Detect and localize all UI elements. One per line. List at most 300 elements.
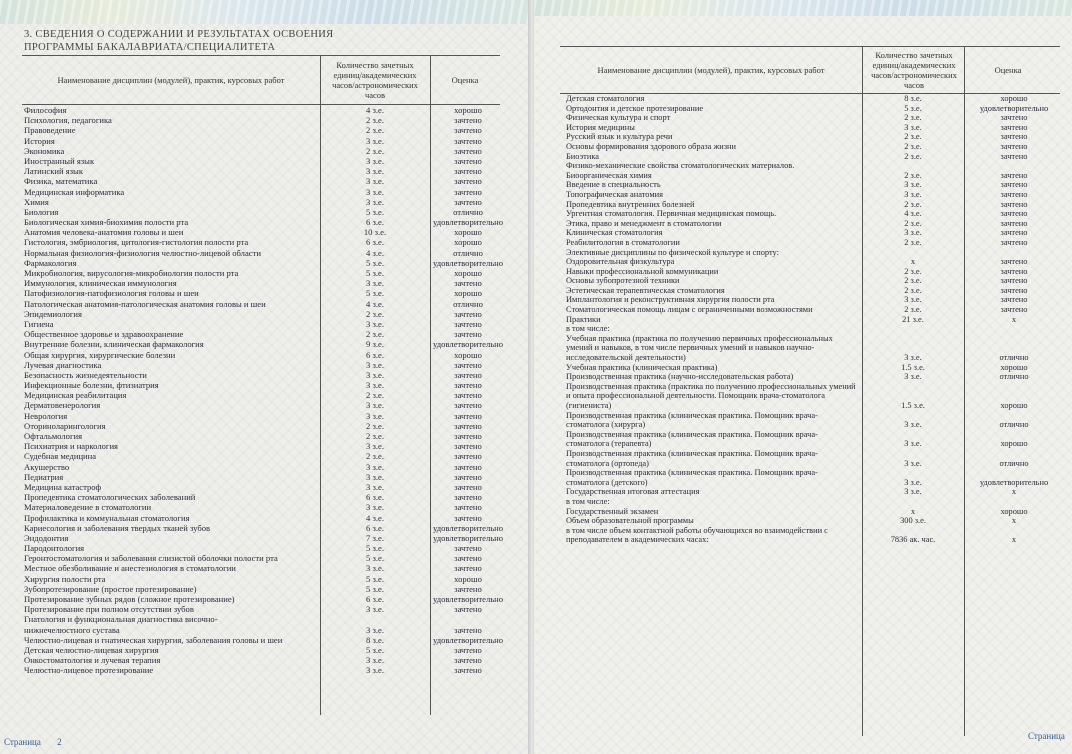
table-row	[566, 324, 1066, 334]
discipline-name: Неврология	[24, 410, 68, 421]
credits-value: x	[910, 506, 916, 516]
credits-value: 3 з.е.	[366, 624, 384, 635]
grade-value: зачтено	[454, 186, 482, 197]
discipline-name: Патофизиология-патофизиология головы и шеи	[24, 288, 199, 299]
grade-value: зачтено	[454, 196, 482, 207]
table-row	[24, 400, 500, 410]
page-number: 2	[57, 737, 62, 747]
credits-value: 3 з.е.	[366, 400, 384, 411]
discipline-name: Биологическая химия-биохимия полости рта	[24, 217, 189, 228]
table-row	[24, 136, 500, 146]
header-grade: Оценка	[994, 65, 1022, 75]
credits-value: 3 з.е.	[904, 420, 922, 430]
discipline-name: Государственный экзамен	[566, 506, 659, 516]
table-header	[560, 47, 1050, 93]
grade-value: хорошо	[1000, 362, 1028, 372]
grade-value: зачтено	[454, 125, 482, 136]
grade-value: зачтено	[1000, 122, 1028, 132]
grade-value: зачтено	[454, 624, 482, 635]
grade-value: хорошо	[1000, 506, 1028, 516]
table-row	[24, 339, 504, 350]
credits-value: 3 з.е.	[904, 228, 922, 238]
discipline-name: Производственная практика (клиническая практика. Помощник врача-стоматолога (детского)	[566, 468, 818, 487]
grade-value: хорошо	[454, 227, 482, 238]
grade-value: зачтено	[1000, 141, 1028, 151]
table-row	[24, 543, 500, 553]
table-row	[24, 421, 500, 431]
right-page	[534, 0, 1072, 754]
table-row	[566, 363, 1066, 373]
discipline-name: Философия	[24, 105, 67, 115]
table-row	[24, 176, 500, 186]
discipline-name: Химия	[24, 196, 49, 207]
table-row	[24, 257, 504, 268]
grade-value: отлично	[999, 372, 1029, 382]
grade-value: зачтено	[454, 563, 482, 574]
discipline-name: Оториноларингология	[24, 420, 106, 431]
grade-value: зачтено	[1000, 266, 1028, 276]
table-row	[566, 334, 1066, 363]
discipline-name: Топографическая анатомия	[566, 189, 663, 199]
discipline-name: Производственная практика (практика по получению профессиональных умений и опыта профессиональной деятельности. Помощник врача-стоматолога (гигиениста)	[566, 381, 856, 410]
table-row	[566, 94, 1066, 104]
discipline-name: Имплантология и реконструктивная хирургия полости рта	[566, 295, 775, 305]
table-row	[24, 553, 500, 563]
credits-value: 3 з.е.	[904, 122, 922, 132]
discipline-name: Биология	[24, 206, 59, 217]
credits-value: 5 з.е.	[366, 644, 384, 655]
table-row	[566, 132, 1066, 142]
discipline-name: Гистология, эмбриология, цитология-гистология полости рта	[24, 237, 249, 248]
grade-value: зачтено	[1000, 218, 1028, 228]
credits-value: 6 з.е.	[366, 217, 384, 228]
credits-value: 300 з.е.	[900, 516, 926, 526]
grade-value: отлично	[999, 458, 1029, 468]
credits-value: 6 з.е.	[366, 594, 384, 604]
grade-value: зачтено	[1000, 295, 1028, 305]
table-row	[24, 451, 500, 461]
header-grade: Оценка	[451, 75, 479, 85]
grade-value: зачтено	[1000, 170, 1028, 180]
discipline-name: Ургентная стоматология. Первичная медицинская помощь.	[566, 209, 777, 219]
table-row	[24, 299, 500, 309]
table-row	[566, 238, 1066, 248]
header-name: Наименование дисциплин (модулей), практик, курсовых работ	[597, 65, 825, 75]
credits-value: 5 з.е.	[366, 583, 384, 594]
credits-value: 5 з.е.	[366, 288, 384, 299]
table-row	[24, 360, 500, 370]
table-row	[24, 563, 500, 573]
table-row	[566, 295, 1066, 305]
discipline-name: Гигиена	[24, 318, 54, 329]
credits-value: 3 з.е.	[366, 441, 384, 452]
grade-value: отлично	[453, 206, 483, 217]
discipline-name: Челюстно-лицевое протезирование	[24, 665, 154, 676]
table-row	[566, 190, 1066, 200]
discipline-name: Безопасность жизнедеятельности	[24, 369, 147, 380]
grade-value: зачтено	[1000, 237, 1028, 247]
table-row	[566, 315, 1066, 325]
discipline-name: в том числе:	[566, 496, 610, 506]
grade-value: зачтено	[1000, 180, 1028, 190]
table-row	[566, 171, 1066, 181]
table-row	[566, 219, 1066, 229]
discipline-name: Государственная итоговая аттестация	[566, 487, 700, 497]
grade-value: зачтено	[1000, 189, 1028, 199]
credits-value: 2 з.е.	[366, 451, 384, 462]
table-row	[24, 574, 500, 584]
credits-value: 3 з.е.	[366, 135, 384, 146]
grade-value: x	[1011, 535, 1017, 545]
discipline-name: в том числе объем контактной работы обучающихся во взаимодействии с преподавателем в академических часах:	[566, 525, 828, 545]
credits-value: 5 з.е.	[366, 573, 384, 584]
discipline-name: Медицинская информатика	[24, 186, 125, 197]
discipline-name: Нормальная физиология-физиология челюстно-лицевой области	[24, 247, 261, 258]
table-row	[24, 665, 500, 675]
grade-value: хорошо	[1000, 94, 1028, 103]
discipline-name: Экономика	[24, 145, 65, 156]
table-row	[566, 305, 1066, 315]
table-row	[24, 655, 500, 665]
credits-value: 2 з.е.	[366, 390, 384, 401]
credits-value: 4 з.е.	[904, 209, 922, 219]
grade-value: зачтено	[454, 318, 482, 329]
grade-value: хорошо	[454, 349, 482, 360]
discipline-name: Клиническая стоматология	[566, 228, 663, 238]
credits-value: 2 з.е.	[904, 132, 922, 142]
grade-value: хорошо	[454, 288, 482, 299]
grade-value: зачтено	[454, 369, 482, 380]
discipline-name: Латинский язык	[24, 166, 84, 177]
credits-value: 6 з.е.	[366, 349, 384, 360]
grade-value: зачтено	[1000, 276, 1028, 286]
section-title: 3. СВЕДЕНИЯ О СОДЕРЖАНИИ И РЕЗУЛЬТАТАХ ОСВОЕНИЯ ПРОГРАММЫ БАКАЛАВРИАТА/СПЕЦИАЛИТЕТА	[24, 29, 334, 53]
table-row	[24, 614, 500, 624]
discipline-name: История	[24, 135, 55, 146]
discipline-name: Психология, педагогика	[24, 115, 112, 126]
grade-value: зачтено	[454, 512, 482, 523]
table-row	[24, 645, 500, 655]
table-row	[566, 468, 1066, 487]
left-table-body	[24, 105, 504, 676]
discipline-name: Микробиология, вирусология-микробиология полости рта	[24, 268, 239, 278]
table-row	[566, 228, 1066, 238]
discipline-name: Лучевая диагностика	[24, 359, 102, 370]
discipline-name: Пропедевтика стоматологических заболеваний	[24, 492, 196, 503]
discipline-name: Кариесология и заболевания твердых тканей зубов	[24, 522, 211, 533]
discipline-name: Медицинская реабилитация	[24, 390, 127, 401]
credits-value: 5 з.е.	[366, 268, 384, 278]
table-row	[24, 248, 500, 258]
grade-value: удовлетворительно	[432, 634, 504, 645]
header-credits: Количество зачетных единиц/академических часов/астрономических часов	[871, 50, 957, 90]
grade-value: зачтено	[454, 380, 482, 391]
table-row	[566, 267, 1066, 277]
credits-value: 3 з.е.	[904, 439, 922, 449]
credits-value: 5 з.е.	[366, 553, 384, 564]
credits-value: 3 з.е.	[904, 487, 922, 497]
credits-value: 10 з.е.	[363, 227, 387, 238]
grade-value: зачтено	[1000, 257, 1028, 267]
discipline-name: Судебная медицина	[24, 451, 97, 462]
grade-value: зачтено	[454, 329, 482, 340]
credits-value: 2 з.е.	[366, 125, 384, 136]
grade-value: зачтено	[454, 420, 482, 431]
discipline-name: Физическая культура и спорт	[566, 113, 671, 123]
left-page	[0, 0, 532, 754]
discipline-name: Медицина катастроф	[24, 481, 102, 492]
credits-value: 3 з.е.	[366, 563, 384, 574]
discipline-name: Анатомия человека-анатомия головы и шеи	[24, 227, 184, 238]
credits-value: 7 з.е.	[366, 532, 384, 543]
grade-value: зачтено	[1000, 228, 1028, 238]
grade-value: зачтено	[454, 461, 482, 472]
grade-value: хорошо	[1000, 439, 1028, 449]
discipline-name: Эндодонтия	[24, 532, 69, 543]
table-row	[24, 309, 500, 319]
discipline-name: Элективные дисциплины по физической культуре и спорту:	[566, 247, 779, 257]
grade-value: удовлетворительно	[979, 477, 1049, 487]
credits-value: 3 з.е.	[904, 180, 922, 190]
credits-value: 4 з.е.	[366, 247, 384, 258]
credits-value: 2 з.е.	[366, 115, 384, 126]
table-row	[566, 516, 1066, 526]
grade-value: зачтено	[1000, 151, 1028, 161]
grade-value: x	[1011, 314, 1017, 324]
credits-value: x	[910, 257, 916, 267]
credits-value: 3 з.е.	[904, 477, 922, 487]
credits-value: 3 з.е.	[366, 155, 384, 166]
credits-value: 3 з.е.	[366, 410, 384, 421]
discipline-name: Акушерство	[24, 461, 70, 472]
discipline-name: Зубопротезирование (простое протезирование)	[24, 583, 197, 594]
grade-value: зачтено	[454, 441, 482, 452]
credits-value: 5 з.е.	[366, 206, 384, 217]
table-row	[24, 482, 500, 492]
discipline-name: Хирургия полости рта	[24, 573, 106, 584]
table-row	[566, 382, 1066, 411]
discipline-name: Гнатология и функциональная диагностика височно-	[24, 614, 218, 625]
credits-value: 2 з.е.	[904, 266, 922, 276]
discipline-name: Биоэтика	[566, 151, 599, 161]
grade-value: зачтено	[454, 431, 482, 441]
credits-value: 3 з.е.	[904, 372, 922, 382]
table-row	[24, 472, 500, 482]
discipline-name: Практики	[566, 314, 601, 324]
grade-value: зачтено	[454, 410, 482, 421]
grade-value: зачтено	[454, 451, 482, 462]
discipline-name: Пропедевтика внутренних болезней	[566, 199, 695, 209]
credits-value: 2 з.е.	[366, 308, 384, 319]
table-row	[566, 180, 1066, 190]
discipline-name: Учебная практика (практика по получению первичных профессиональных умений и навыков, в том числе первичных умений и навыков научно-исследовательской деятельности)	[566, 333, 833, 363]
discipline-name: Офтальмология	[24, 431, 83, 441]
discipline-name: Общественное здоровье и здравоохранение	[24, 329, 184, 340]
grade-value: x	[1011, 516, 1017, 526]
discipline-name: Правоведение	[24, 125, 76, 136]
discipline-name: Производственная практика (научно-исследовательская работа)	[566, 372, 794, 382]
grade-value: отлично	[453, 298, 483, 309]
discipline-name: Русский язык и культура речи	[566, 132, 673, 142]
discipline-name: Основы зубопротезной техники	[566, 276, 680, 286]
credits-value: 2 з.е.	[904, 276, 922, 286]
table-row	[566, 286, 1066, 296]
grade-value: зачтено	[1000, 199, 1028, 209]
discipline-name: Иностранный язык	[24, 155, 95, 166]
discipline-name: Физико-механические свойства стоматологических материалов.	[566, 161, 795, 171]
decorative-band	[534, 0, 1072, 16]
grade-value: зачтено	[1000, 305, 1028, 315]
table-row	[566, 123, 1066, 133]
credits-value: 21 з.е.	[902, 314, 924, 324]
table-row	[24, 492, 500, 502]
table-row	[24, 146, 500, 156]
table-row	[24, 115, 500, 125]
credits-value: 3 з.е.	[366, 186, 384, 197]
discipline-name: Патологическая анатомия-патологическая анатомия головы и шеи	[24, 298, 266, 309]
credits-value: 3 з.е.	[366, 502, 384, 513]
credits-value: 3 з.е.	[366, 278, 384, 289]
grade-value: удовлетворительно	[432, 257, 504, 268]
grade-value: зачтено	[454, 278, 482, 289]
grade-value: хорошо	[454, 237, 482, 248]
table-row	[24, 380, 500, 390]
page-footer: Страница 2	[4, 737, 62, 747]
discipline-name: Геронтостоматология и заболевания слизистой оболочки полости рта	[24, 553, 278, 564]
table-row	[24, 604, 500, 614]
grade-value: зачтено	[454, 543, 482, 554]
table-row	[566, 257, 1066, 267]
grade-value: зачтено	[454, 553, 482, 564]
credits-value: 2 з.е.	[904, 151, 922, 161]
grade-value: хорошо	[454, 573, 482, 584]
discipline-name: Протезирование при полном отсутствии зубов	[24, 604, 194, 615]
table-row	[24, 462, 500, 472]
table-row	[24, 197, 500, 207]
credits-value: 3 з.е.	[366, 604, 384, 615]
discipline-name: Иммунология, клиническая иммунология	[24, 278, 177, 289]
credits-value: 2 з.е.	[904, 285, 922, 295]
discipline-name: Эстетическая терапевтическая стоматология	[566, 285, 725, 295]
credits-value: 3 з.е.	[904, 353, 922, 363]
credits-value: 2 з.е.	[904, 141, 922, 151]
credits-value: 2 з.е.	[904, 199, 922, 209]
credits-value: 3 з.е.	[366, 665, 384, 676]
credits-value: 5 з.е.	[904, 103, 922, 113]
credits-value: 4 з.е.	[366, 105, 384, 115]
credits-value: 3 з.е.	[366, 380, 384, 391]
credits-value: 6 з.е.	[366, 492, 384, 503]
discipline-name: История медицины	[566, 122, 635, 132]
credits-value: 2 з.е.	[904, 170, 922, 180]
credits-value: 3 з.е.	[366, 166, 384, 177]
table-row	[24, 594, 504, 604]
table-row	[24, 522, 504, 533]
table-row	[24, 634, 504, 645]
decorative-band	[0, 0, 532, 24]
discipline-name: Реабилитология в стоматологии	[566, 237, 680, 247]
grade-value: зачтено	[454, 644, 482, 655]
table-row	[566, 152, 1066, 162]
table-row	[24, 278, 500, 288]
table-row	[24, 166, 500, 176]
table-row	[24, 125, 500, 135]
table-row	[24, 431, 500, 441]
table-row	[24, 268, 500, 278]
discipline-name: Профилактика и коммунальная стоматология	[24, 512, 190, 523]
credits-value: 2 з.е.	[366, 145, 384, 156]
discipline-name: Инфекционные болезни, фтизиатрия	[24, 380, 159, 391]
table-row	[24, 207, 500, 217]
table-row	[566, 200, 1066, 210]
grade-value: удовлетворительно	[432, 339, 504, 350]
table-row	[24, 288, 500, 298]
discipline-name: Навыки профессиональной коммуникации	[566, 266, 719, 276]
grade-value: зачтено	[454, 665, 482, 676]
discipline-name: Пародонтология	[24, 543, 85, 554]
discipline-name: Психиатрия и наркология	[24, 441, 119, 452]
credits-value: 3 з.е.	[366, 481, 384, 492]
grade-value: x	[1011, 487, 1017, 497]
table-row	[24, 390, 500, 400]
grade-value: отлично	[999, 420, 1029, 430]
credits-value: 3 з.е.	[366, 461, 384, 472]
discipline-name: Местное обезболивание и анестезиология в стоматологии	[24, 563, 236, 574]
grade-value: зачтено	[454, 583, 482, 594]
grade-value: зачтено	[454, 359, 482, 370]
discipline-name: Материаловедение в стоматологии	[24, 502, 152, 513]
table-row	[24, 187, 500, 197]
discipline-name: нижнечелюстного сустава	[24, 624, 120, 635]
table-row	[566, 248, 1066, 258]
grade-value: хорошо	[454, 268, 482, 278]
table-row	[24, 156, 500, 166]
discipline-name: Дерматовенерология	[24, 400, 101, 411]
header-name: Наименование дисциплин (модулей), практик, курсовых работ	[57, 75, 285, 85]
table-row	[24, 329, 500, 339]
grade-value: удовлетворительно	[432, 532, 504, 543]
page-footer: Страница	[1028, 731, 1065, 741]
header-credits: Количество зачетных единиц/академических часов/астрономических часов	[332, 60, 418, 100]
discipline-name: Педиатрия	[24, 471, 64, 482]
grade-value: зачтено	[454, 176, 482, 187]
grade-value: зачтено	[454, 481, 482, 492]
table-row	[566, 104, 1066, 114]
grade-value: зачтено	[454, 471, 482, 482]
credits-value: 4 з.е.	[366, 512, 384, 523]
grade-value: зачтено	[454, 390, 482, 401]
right-table-body	[566, 94, 1066, 545]
grade-value: зачтено	[454, 145, 482, 156]
table-row	[566, 113, 1066, 123]
credits-value: 2 з.е.	[904, 305, 922, 315]
credits-value: 3 з.е.	[366, 318, 384, 329]
table-row	[566, 142, 1066, 152]
grade-value: удовлетворительно	[432, 594, 504, 604]
credits-value: 3 з.е.	[366, 359, 384, 370]
table-row	[24, 584, 500, 594]
grade-value: удовлетворительно	[432, 217, 504, 228]
discipline-name: Основы формирования здорового образа жизни	[566, 141, 736, 151]
grade-value: удовлетворительно	[432, 522, 504, 533]
grade-value: зачтено	[1000, 209, 1028, 219]
credits-value: 3 з.е.	[366, 196, 384, 207]
grade-value: зачтено	[454, 308, 482, 319]
table-row	[566, 372, 1066, 382]
discipline-name: Производственная практика (клиническая практика. Помощник врача-стоматолога (ортопеда)	[566, 448, 818, 468]
table-row	[566, 497, 1066, 507]
credits-value: 2 з.е.	[904, 237, 922, 247]
